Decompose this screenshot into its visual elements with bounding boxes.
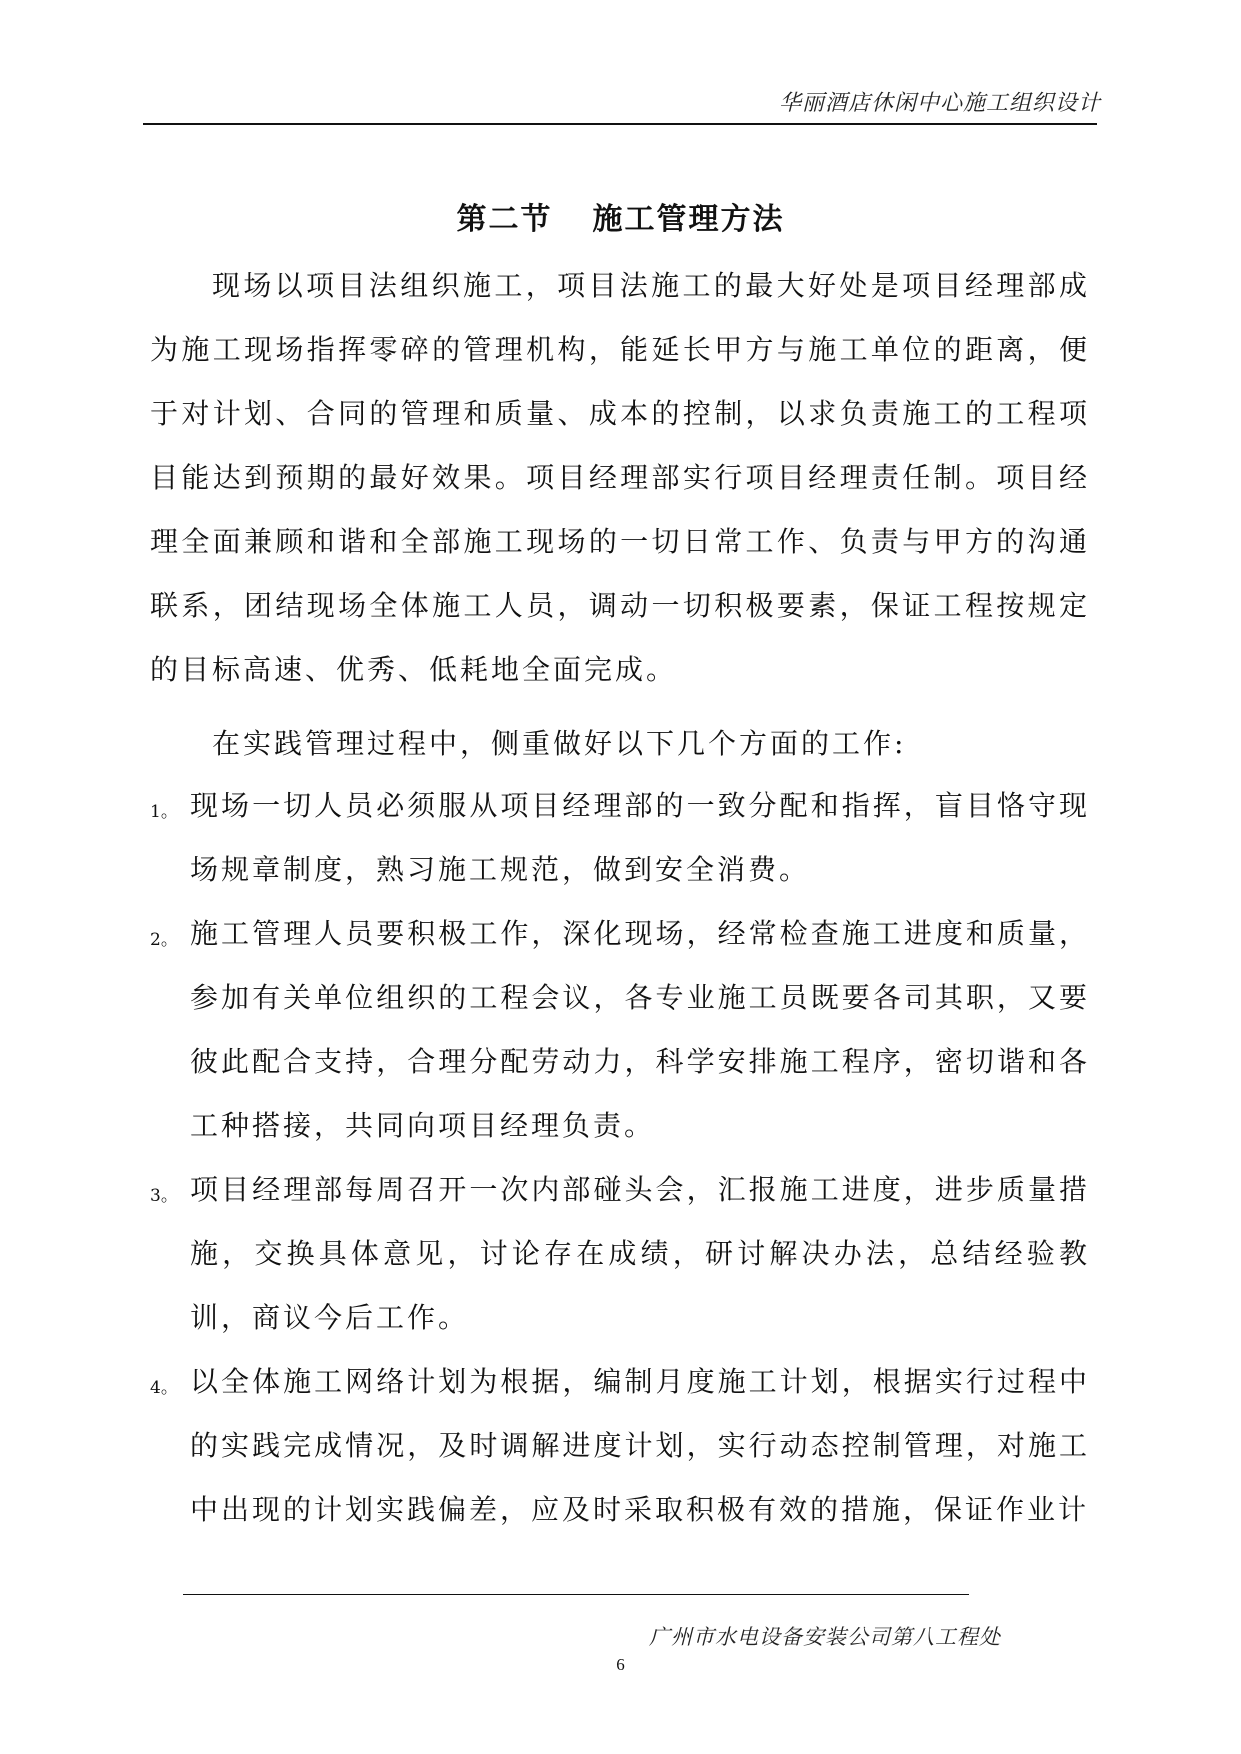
list-item-number: 4。 [150, 1378, 178, 1398]
running-header-title: 华丽酒店休闲中心施工组织设计 [778, 91, 1101, 116]
header-divider [143, 123, 1097, 125]
list-item-text: 现场一切人员必须服从项目经理部的一致分配和指挥，盲目恪守现场规章制度，熟习施工规范，做到安全消费。 [190, 789, 1090, 886]
list-item [150, 1350, 1090, 1542]
list-item [150, 1158, 1090, 1350]
section-title: 施工管理方法 [592, 202, 785, 237]
list-item-text: 施工管理人员要积极工作，深化现场，经常检查施工进度和质量，参加有关单位组织的工程会议，各专业施工员既要各司其职，又要彼此配合支持，合理分配劳动力，科学安排施工程序，密切谐和各工种搭接，共同向项目经理负责。 [190, 917, 1090, 1142]
list-item-number: 2。 [150, 930, 178, 950]
list-item-number: 1。 [150, 802, 178, 822]
page-number: 6 [616, 1655, 625, 1674]
section-heading [0, 194, 1241, 238]
list-item-text: 以全体施工网络计划为根据，编制月度施工计划，根据实行过程中的实践完成情况，及时调解进度计划，实行动态控制管理，对施工中出现的计划实践偏差，应及时采取积极有效的措施，保证作业计 [190, 1365, 1090, 1526]
section-number: 第二节 [456, 202, 553, 237]
body-paragraph: 现场以项目法组织施工，项目法施工的最大好处是项目经理部成为施工现场指挥零碎的管理机构，能延长甲方与施工单位的距离，便于对计划、合同的管理和质量、成本的控制，以求负责施工的工程项目能达到预期的最好效果。项目经理部实行项目经理责任制。项目经理全面兼顾和谐和全部施工现场的一切日常工作、负责与甲方的沟通联系，团结现场全体施工人员，调动一切积极要素，保证工程按规定的目标高速、优秀、低耗地全面完成。 [150, 269, 1090, 686]
list-item-text: 项目经理部每周召开一次内部碰头会，汇报施工进度，进步质量措施，交换具体意见，讨论存在成绩，研讨解决办法，总结经验教训，商议今后工作。 [190, 1173, 1090, 1334]
list-item-number: 3。 [150, 1186, 178, 1206]
body-paragraph: 在实践管理过程中，侧重做好以下几个方面的工作: [212, 727, 907, 760]
footer-company-name: 广州市水电设备安装公司第八工程处 [649, 1625, 1001, 1649]
list-item [150, 902, 1090, 1158]
list-item [150, 774, 1090, 902]
numbered-list [150, 774, 1090, 1542]
footer-divider [183, 1594, 969, 1595]
